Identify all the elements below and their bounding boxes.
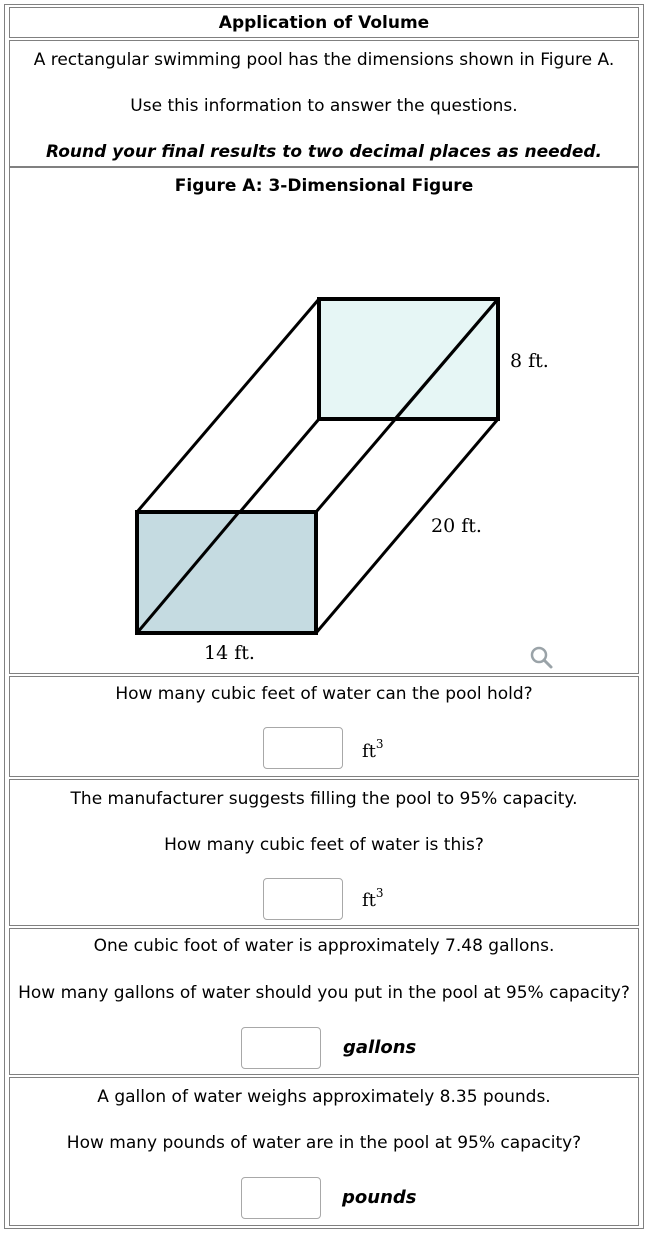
pool-figure [10, 168, 638, 673]
height-label: 8 ft. [510, 350, 549, 372]
intro-cell [9, 40, 639, 167]
length-label: 20 ft. [431, 515, 482, 537]
edge-top-left [137, 299, 319, 512]
question-2-text: How many cubic feet of water is this? [164, 835, 484, 855]
intro-line-2: Use this information to answer the questions. [130, 96, 518, 116]
width-label: 14 ft. [204, 642, 255, 664]
figure-title: Figure A: 3-Dimensional Figure [174, 176, 474, 196]
intro-line-1: A rectangular swimming pool has the dimensions shown in Figure A. [33, 50, 615, 70]
rounding-instruction: Round your final results to two decimal places as needed. [45, 142, 602, 162]
question-1-cell [9, 676, 639, 777]
answer-4-unit: pounds [342, 1187, 417, 1208]
answer-3-unit: gallons [343, 1037, 417, 1058]
page-title: Application of Volume [218, 13, 430, 33]
question-3-context: One cubic foot of water is approximately 7.48 gallons. [93, 936, 555, 956]
figure-cell [9, 167, 639, 674]
problem-frame [4, 4, 644, 1229]
answer-1-unit: $ft^3$ [362, 737, 384, 762]
question-1-text: How many cubic feet of water can the pool hold? [115, 684, 533, 704]
question-3-text: How many gallons of water should you put in the pool at 95% capacity? [18, 983, 630, 1003]
question-3-cell [9, 928, 639, 1075]
question-2-context: The manufacturer suggests filling the pool to 95% capacity. [70, 789, 578, 809]
title-cell [9, 7, 639, 38]
question-2-cell [9, 779, 639, 926]
front-face [137, 512, 316, 633]
answer-4-input[interactable] [241, 1177, 321, 1219]
answer-2-input[interactable] [263, 878, 343, 920]
magnifier-icon[interactable] [532, 648, 551, 667]
answer-2-unit: $ft^3$ [362, 886, 384, 911]
question-4-cell [9, 1077, 639, 1226]
answer-1-input[interactable] [263, 727, 343, 769]
question-4-text: How many pounds of water are in the pool at 95% capacity? [66, 1133, 582, 1153]
answer-3-input[interactable] [241, 1027, 321, 1069]
question-4-context: A gallon of water weighs approximately 8.35 pounds. [97, 1087, 551, 1107]
